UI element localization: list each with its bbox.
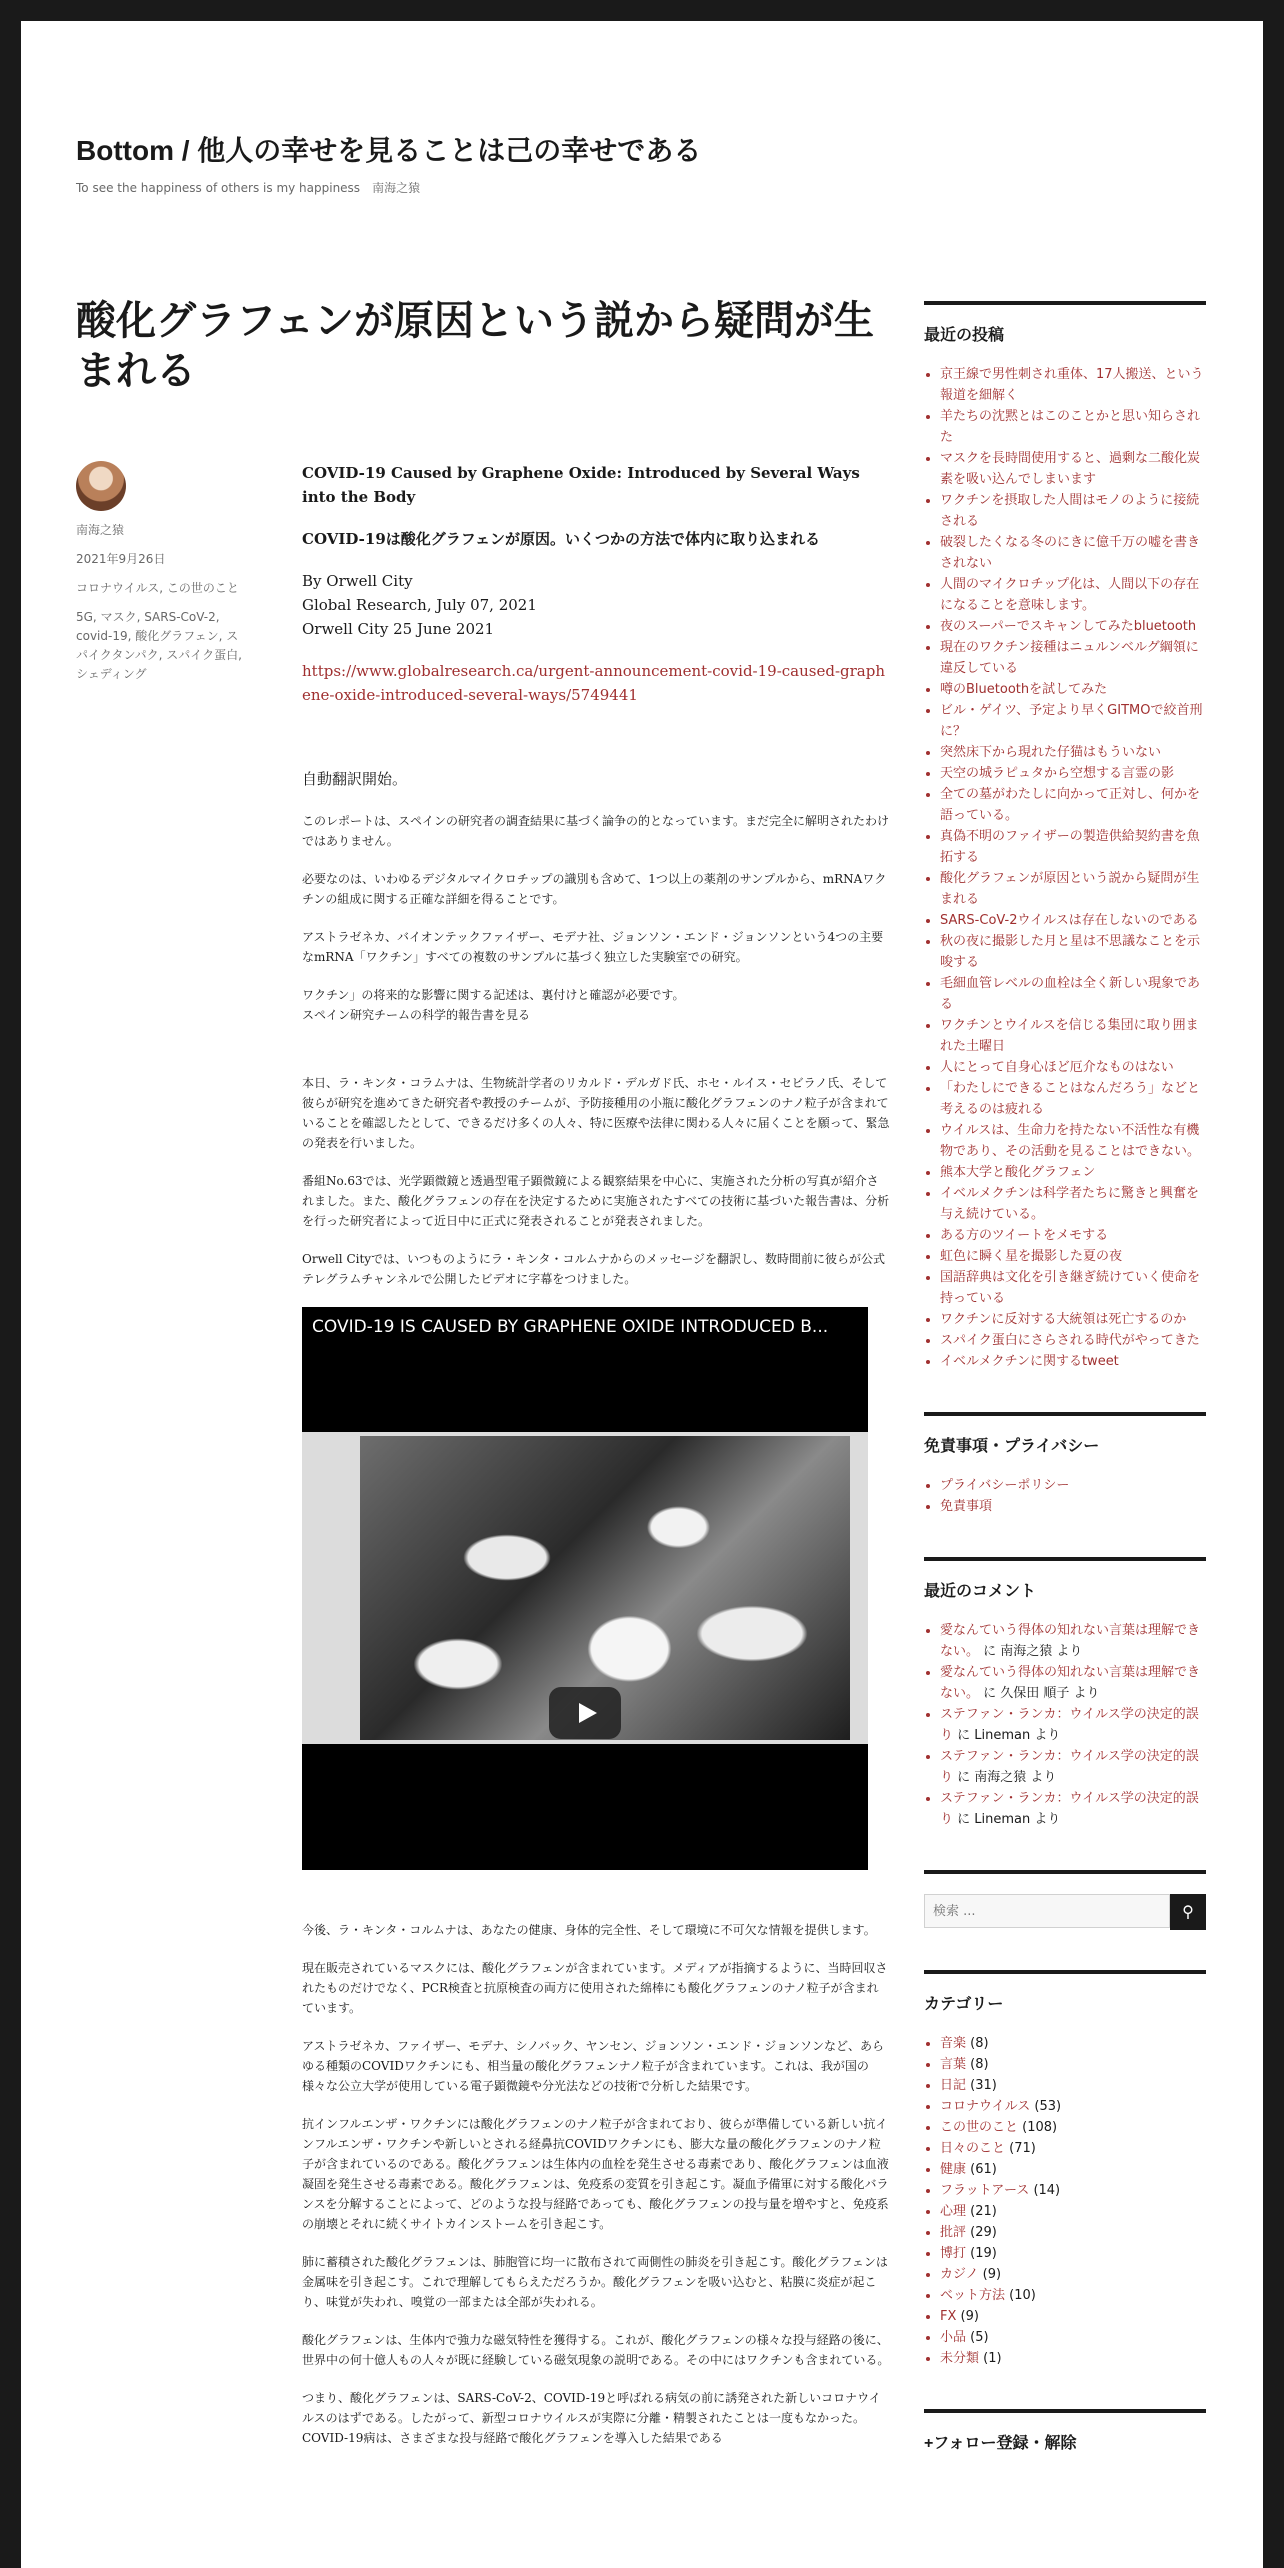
privacy-list bbox=[924, 1475, 1206, 1517]
paragraph: スペイン研究チームの科学的報告書を見る bbox=[302, 1008, 531, 1022]
category-item bbox=[940, 2306, 1206, 2327]
source-link[interactable]: https://www.globalresearch.ca/urgent-announcement-covid-19-caused-graphene-oxide-introduced-several-ways/5749441 bbox=[302, 662, 885, 704]
comment-post-link[interactable]: ステファン・ランカ：ウイルス学の決定的誤り bbox=[940, 1791, 1199, 1827]
search-input[interactable] bbox=[924, 1894, 1170, 1928]
category-count: (31) bbox=[966, 2078, 997, 2093]
recent-post-item[interactable]: • マスクを長時間使用すると、過剰な二酸化炭素を吸い込んでしまいます bbox=[940, 448, 1206, 490]
play-icon[interactable] bbox=[549, 1687, 621, 1739]
magnifier-icon: ⚲ bbox=[1182, 1904, 1194, 1921]
site-header bbox=[76, 129, 1196, 196]
recent-comment-item bbox=[940, 1746, 1206, 1788]
comment-author: に Lineman より bbox=[953, 1728, 1061, 1743]
category-item bbox=[940, 2348, 1206, 2369]
recent-post-item[interactable]: • 破裂したくなる冬のにきに億千万の嘘を書きされない bbox=[940, 532, 1206, 574]
category-link[interactable]: カジノ bbox=[940, 2267, 979, 2282]
category-count: (9) bbox=[978, 2267, 1002, 2282]
post-tags[interactable]: 5G, マスク, SARS-CoV-2, covid-19, 酸化グラフェン, スパイクタンパク, スパイク蛋白, シェディング bbox=[76, 610, 242, 681]
category-link[interactable]: 博打 bbox=[940, 2246, 967, 2261]
recent-comments-list bbox=[924, 1620, 1206, 1830]
recent-post-item[interactable]: • イベルメクチンに関するtweet bbox=[940, 1351, 1206, 1372]
category-item bbox=[940, 2138, 1206, 2159]
recent-post-item[interactable]: • 夜のスーパーでスキャンしてみたbluetooth bbox=[940, 616, 1206, 637]
recent-post-item[interactable]: • ビル・ゲイツ、予定より早くGITMOで絞首刑に？ bbox=[940, 700, 1206, 742]
category-count: (5) bbox=[966, 2330, 989, 2345]
category-item bbox=[940, 2033, 1206, 2054]
post-author[interactable]: 南海之猿 bbox=[76, 523, 125, 537]
category-count: (71) bbox=[1005, 2141, 1036, 2156]
category-link[interactable]: 日々のこと bbox=[940, 2141, 1006, 2156]
comment-post-link[interactable]: ステファン・ランカ：ウイルス学の決定的誤り bbox=[940, 1707, 1199, 1743]
recent-comment-item bbox=[940, 1704, 1206, 1746]
category-item bbox=[940, 2054, 1206, 2075]
category-link[interactable]: 小品 bbox=[940, 2330, 967, 2345]
recent-post-item[interactable]: • 噂のBluetoothを試してみた bbox=[940, 679, 1206, 700]
recent-post-item[interactable]: • ワクチンを摂取した人間はモノのように接続される bbox=[940, 490, 1206, 532]
category-item bbox=[940, 2285, 1206, 2306]
comment-author: に 南海之猿 より bbox=[953, 1770, 1057, 1785]
comment-post-link[interactable]: 愛なんていう得体の知れない言葉は理解できない。 bbox=[940, 1623, 1201, 1659]
recent-posts-list bbox=[924, 364, 1206, 1372]
recent-post-item[interactable]: • 全ての墓がわたしに向かって正対し、何かを語っている。 bbox=[940, 784, 1206, 826]
categories-title: カテゴリー bbox=[924, 1996, 1004, 2013]
paragraph: 酸化グラフェンは、生体内で強力な磁気特性を獲得する。これが、酸化グラフェンの様々な投与経路の後に、世界中の何十億人もの人々が既に経験している磁気現象の説明である。その中にはワクチンも含まれている。 bbox=[302, 2333, 890, 2367]
post-meta bbox=[76, 461, 246, 694]
category-link[interactable]: 音楽 bbox=[940, 2036, 967, 2051]
lead-japanese: COVID-19は酸化グラフェンが原因。いくつかの方法で体内に取り込まれる bbox=[302, 530, 821, 548]
paragraph: このレポートは、スペインの研究者の調査結果に基づく論争の的となっています。まだ完全に解明されたわけではありません。 bbox=[302, 814, 890, 848]
follow-widget bbox=[924, 2409, 1206, 2454]
paragraph: 今後、ラ・キンタ・コルムナは、あなたの健康、身体的完全性、そして環境に不可欠な情報を提供します。 bbox=[302, 1923, 876, 1937]
recent-post-item[interactable]: • 虹色に瞬く星を撮影した夏の夜 bbox=[940, 1246, 1206, 1267]
recent-post-item[interactable]: • スパイク蛋白にさらされる時代がやってきた bbox=[940, 1330, 1206, 1351]
paragraph: アストラゼネカ、ファイザー、モデナ、シノバック、ヤンセン、ジョンソン・エンド・ジョンソンなど、あらゆる種類のCOVIDワクチンにも、相当量の酸化グラフェンナノ粒子が含まれています。これは、我が国の様々な公立大学が使用している電子顕微鏡や分光法などの技術で分析した結果です。 bbox=[302, 2039, 885, 2093]
paragraph: ワクチン」の将来的な影響に関する記述は、裏付けと確認が必要です。 bbox=[302, 988, 685, 1002]
category-link[interactable]: 批評 bbox=[940, 2225, 967, 2240]
recent-post-item[interactable]: • 国語辞典は文化を引き継ぎ続けていく使命を持っている bbox=[940, 1267, 1206, 1309]
category-count: (29) bbox=[966, 2225, 997, 2240]
category-item bbox=[940, 2222, 1206, 2243]
recent-comment-item bbox=[940, 1662, 1206, 1704]
category-count: (1) bbox=[979, 2351, 1002, 2366]
category-link[interactable]: 心理 bbox=[940, 2204, 967, 2219]
paragraph: 必要なのは、いわゆるデジタルマイクロチップの識別も含めて、1つ以上の薬剤のサンプルから、mRNAワクチンの組成に関する正確な詳細を得ることです。 bbox=[302, 872, 887, 906]
recent-post-item[interactable]: • SARS-CoV-2ウイルスは存在しないのである bbox=[940, 910, 1206, 931]
category-item bbox=[940, 2096, 1206, 2117]
comment-post-link[interactable]: 愛なんていう得体の知れない言葉は理解できない。 bbox=[940, 1665, 1201, 1701]
recent-post-item[interactable]: • 京王線で男性刺され重体、17人搬送、という報道を細解く bbox=[940, 364, 1206, 406]
recent-post-item[interactable]: • 天空の城ラピュタから空想する言霊の影 bbox=[940, 763, 1206, 784]
video-thumbnail[interactable] bbox=[302, 1432, 868, 1744]
category-count: (53) bbox=[1030, 2099, 1062, 2114]
category-count: (8) bbox=[966, 2057, 989, 2072]
category-link[interactable]: この世のこと bbox=[940, 2120, 1019, 2135]
privacy-item[interactable]: • 免責事項 bbox=[940, 1496, 1206, 1517]
category-count: (21) bbox=[966, 2204, 997, 2219]
recent-post-item[interactable]: • 人間のマイクロチップ化は、人間以下の存在になることを意味します。 bbox=[940, 574, 1206, 616]
comment-author: に Lineman より bbox=[953, 1812, 1061, 1827]
category-count: (9) bbox=[956, 2309, 979, 2324]
category-item bbox=[940, 2201, 1206, 2222]
follow-title[interactable]: +フォロー登録・解除 bbox=[924, 2435, 1077, 2452]
sidebar bbox=[924, 301, 1206, 2494]
comment-author: に 久保田 順子 より bbox=[979, 1686, 1100, 1701]
category-link[interactable]: ベット方法 bbox=[940, 2288, 1006, 2303]
paragraph: 肺に蓄積された酸化グラフェンは、肺胞管に均一に散布されて両側性の肺炎を引き起こす。酸化グラフェンは金属味を引き起こす。これで理解してもらえただろうか。酸化グラフェンを吸い込むと、粘膜に炎症が起こり、味覚が失われ、嗅覚の一部または全部が失われる。 bbox=[302, 2255, 888, 2309]
category-count: (108) bbox=[1018, 2120, 1058, 2135]
post-categories[interactable]: コロナウイルス, この世のこと bbox=[76, 581, 239, 595]
post-date[interactable]: 2021年9月26日 bbox=[76, 552, 166, 566]
recent-post-item[interactable]: • 酸化グラフェンが原因という説から疑問が生まれる bbox=[940, 868, 1206, 910]
recent-comments-title: 最近のコメント bbox=[924, 1583, 1037, 1600]
site-description: To see the happiness of others is my happiness 南海之猿 bbox=[76, 181, 421, 195]
category-link[interactable]: コロナウイルス bbox=[940, 2099, 1031, 2114]
category-link[interactable]: 未分類 bbox=[940, 2351, 980, 2366]
main-content bbox=[76, 296, 891, 2445]
lead-english: COVID-19 Caused by Graphene Oxide: Introduced by Several Ways into the Body bbox=[302, 464, 860, 506]
recent-post-item[interactable]: • 毛細血管レベルの血栓は全く新しい現象である bbox=[940, 973, 1206, 1015]
recent-post-item[interactable]: • ワクチンとウイルスを信じる集団に取り囲まれた土曜日 bbox=[940, 1015, 1206, 1057]
search-button[interactable] bbox=[1170, 1894, 1206, 1930]
recent-post-item[interactable]: • ウイルスは、生命力を持たない不活性な有機物であり、その活動を見ることはできない。 bbox=[940, 1120, 1206, 1162]
category-count: (19) bbox=[966, 2246, 997, 2261]
recent-comments-widget bbox=[924, 1557, 1206, 1830]
category-count: (14) bbox=[1029, 2183, 1061, 2198]
auto-translate-note: 自動翻訳開始。 bbox=[302, 770, 408, 788]
page bbox=[21, 21, 1263, 2568]
recent-post-item[interactable]: • 熊本大学と酸化グラフェン bbox=[940, 1162, 1206, 1183]
comment-author: に 南海之猿 より bbox=[979, 1644, 1083, 1659]
byline-author: By Orwell City bbox=[302, 572, 413, 590]
category-link[interactable]: フラットアース bbox=[940, 2183, 1030, 2198]
paragraph: アストラゼネカ、バイオンテックファイザー、モデナ社、ジョンソン・エンド・ジョンソンという4つの主要なmRNA「ワクチン」すべての複数のサンプルに基づく独立した実験室での研究。 bbox=[302, 930, 884, 964]
paragraph: 抗インフルエンザ・ワクチンには酸化グラフェンのナノ粒子が含まれており、彼らが準備している新しい抗インフルエンザ・ワクチンや新しいとされる経鼻抗COVIDワクチンにも、膨大な量の酸化グラフェンのナノ粒子が含まれているのである。酸化グラフェンは生体内の血栓を発生させる毒素であり、酸化グラフェンは血液凝固を発生させる毒素である。酸化グラフェンは、免疫系の変質を引き起こす。凝血予備軍に対する酸化バランスを分解することによって、どのような投与経路であっても、酸化グラフェンの投与量を増やすと、免疫系の崩壊とそれに続くサイトカインストームを引き起こす。 bbox=[302, 2117, 889, 2231]
categories-widget bbox=[924, 1970, 1206, 2369]
recent-posts-title: 最近の投稿 bbox=[924, 327, 1005, 344]
recent-comment-item bbox=[940, 1788, 1206, 1830]
search-widget bbox=[924, 1870, 1206, 1930]
paragraph: 本日、ラ・キンタ・コラムナは、生物統計学者のリカルド・デルガド氏、ホセ・ルイス・セビラノ氏、そして彼らが研究を進めてきた研究者や教授のチームが、予防接種用の小瓶に酸化グラフェンのナノ粒子が含まれていることを確認したとして、できるだけ多くの人々、特に医療や法律に関わる人々に届くことを願って、緊急の発表を行いました。 bbox=[302, 1076, 890, 1150]
recent-post-item[interactable]: • 人にとって自身心ほど厄介なものはない bbox=[940, 1057, 1206, 1078]
privacy-title: 免責事項・プライバシー bbox=[924, 1438, 1100, 1455]
recent-comment-item bbox=[940, 1620, 1206, 1662]
category-item bbox=[940, 2180, 1206, 2201]
category-item bbox=[940, 2159, 1206, 2180]
category-link[interactable]: 健康 bbox=[940, 2162, 967, 2177]
recent-post-item[interactable]: • 突然床下から現れた仔猫はもういない bbox=[940, 742, 1206, 763]
comment-post-link[interactable]: ステファン・ランカ：ウイルス学の決定的誤り bbox=[940, 1749, 1199, 1785]
video-embed[interactable] bbox=[302, 1307, 868, 1870]
avatar bbox=[76, 461, 126, 511]
byline-source: Global Research, July 07, 2021 bbox=[302, 596, 537, 614]
category-count: (8) bbox=[966, 2036, 989, 2051]
category-item bbox=[940, 2075, 1206, 2096]
category-count: (10) bbox=[1005, 2288, 1036, 2303]
privacy-item[interactable]: • プライバシーポリシー bbox=[940, 1475, 1206, 1496]
recent-posts-widget bbox=[924, 301, 1206, 1372]
category-link[interactable]: 言葉 bbox=[940, 2057, 967, 2072]
category-item bbox=[940, 2243, 1206, 2264]
recent-post-item[interactable]: • ある方のツイートをメモする bbox=[940, 1225, 1206, 1246]
paragraph: 番組No.63では、光学顕微鏡と透過型電子顕微鏡による観察結果を中心に、実施された分析の写真が紹介されました。また、酸化グラフェンの存在を決定するために実施されたすべての技術に基づいた報告書は、分析を行った研究者によって近日中に正式に発表されることが発表されました。 bbox=[302, 1174, 890, 1228]
paragraph: つまり、酸化グラフェンは、SARS-CoV-2、COVID-19と呼ばれる病気の前に誘発された新しいコロナウイルスのはずである。したがって、新型コロナウイルスが実際に分離・精製されたことは一度もなかった。COVID-19病は、さまざまな投与経路で酸化グラフェンを導入した結果である bbox=[302, 2391, 881, 2445]
category-item bbox=[940, 2117, 1206, 2138]
paragraph: Orwell Cityでは、いつものようにラ・キンタ・コルムナからのメッセージを翻訳し、数時間前に彼らが公式テレグラムチャンネルで公開したビデオに字幕をつけました。 bbox=[302, 1252, 886, 1286]
video-title[interactable]: COVID-19 IS CAUSED BY GRAPHENE OXIDE INTRODUCED B... bbox=[312, 1317, 829, 1337]
category-link[interactable]: FX bbox=[940, 2309, 957, 2324]
recent-post-item[interactable]: • ワクチンに反対する大統領は死亡するのか bbox=[940, 1309, 1206, 1330]
categories-list bbox=[924, 2033, 1206, 2369]
recent-post-item[interactable]: • 羊たちの沈黙とはこのことかと思い知らされた bbox=[940, 406, 1206, 448]
recent-post-item[interactable]: • 「わたしにできることはなんだろう」などと考えるのは疲れる bbox=[940, 1078, 1206, 1120]
post-body bbox=[302, 461, 890, 2466]
site-title[interactable]: Bottom / 他人の幸せを見ることは己の幸せである bbox=[76, 135, 702, 166]
recent-post-item[interactable]: • イベルメクチンは科学者たちに驚きと興奮を与え続けている。 bbox=[940, 1183, 1206, 1225]
category-link[interactable]: 日記 bbox=[940, 2078, 967, 2093]
paragraph: 現在販売されているマスクには、酸化グラフェンが含まれています。メディアが指摘するように、当時回収されたものだけでなく、PCR検査と抗原検査の両方に使用された綿棒にも酸化グラフェンのナノ粒子が含まれています。 bbox=[302, 1961, 888, 2015]
post-title: 酸化グラフェンが原因という説から疑問が生まれる bbox=[76, 299, 874, 393]
category-item bbox=[940, 2327, 1206, 2348]
search-form bbox=[924, 1894, 1206, 1930]
recent-post-item[interactable]: • 真偽不明のファイザーの製造供給契約書を魚拓する bbox=[940, 826, 1206, 868]
category-count: (61) bbox=[966, 2162, 997, 2177]
recent-post-item[interactable]: • 秋の夜に撮影した月と星は不思議なことを示唆する bbox=[940, 931, 1206, 973]
byline-origin: Orwell City 25 June 2021 bbox=[302, 620, 495, 638]
category-item bbox=[940, 2264, 1206, 2285]
privacy-widget bbox=[924, 1412, 1206, 1517]
recent-post-item[interactable]: • 現在のワクチン接種はニュルンベルグ綱領に違反している bbox=[940, 637, 1206, 679]
